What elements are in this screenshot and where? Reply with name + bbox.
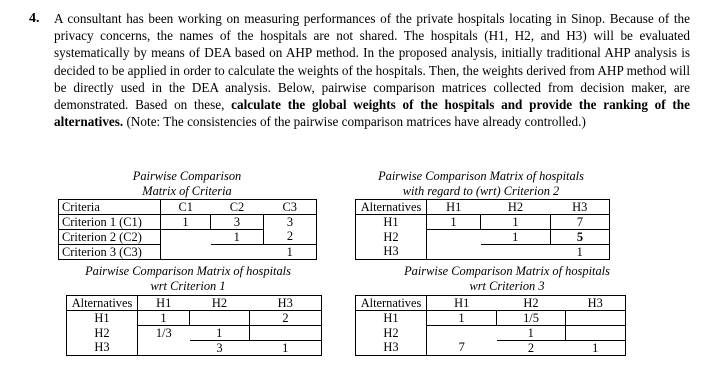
table-cell — [566, 326, 626, 341]
table-cell: 1 — [427, 215, 481, 230]
criterion2-matrix-table — [355, 199, 610, 260]
criterion3-matrix-table — [355, 295, 626, 356]
table-row — [67, 326, 322, 341]
criteria-matrix-table — [58, 199, 317, 260]
table-cell — [427, 245, 481, 260]
header-cell: Alternatives — [67, 296, 138, 311]
table-row — [59, 215, 317, 230]
row-label: H2 — [356, 230, 427, 245]
question-note: (Note: The consistencies of the pairwise comparison matrices have already controlled.) — [123, 114, 586, 130]
table-cell — [138, 341, 190, 356]
row-label: H3 — [67, 341, 138, 356]
table-cell: 3 — [211, 215, 264, 230]
header-cell: H1 — [138, 296, 190, 311]
table-cell: 2 — [250, 311, 322, 326]
table-header-row — [67, 296, 322, 311]
table-row — [356, 245, 610, 260]
table-cell: 7 — [551, 215, 610, 230]
table-cell: 1/3 — [155, 325, 172, 340]
table-cell: 1 — [592, 340, 599, 355]
row-label: Criterion 1 (C1) — [59, 215, 161, 230]
header-cell: C2 — [211, 200, 264, 215]
table-cell: 1 — [497, 326, 566, 341]
table-cell — [190, 311, 250, 326]
table-cell: 1 — [190, 326, 250, 341]
row-label: Criterion 3 (C3) — [59, 245, 161, 260]
table-cell: 1 — [481, 215, 551, 230]
header-cell: Alternatives — [356, 296, 427, 311]
table-cell: 1 — [481, 230, 551, 245]
table-row — [67, 341, 322, 356]
criterion1-matrix-caption — [62, 264, 314, 294]
header-cell: H1 — [427, 296, 497, 311]
table-cell: 3 — [216, 340, 223, 355]
table-cell: 1 — [576, 244, 583, 259]
table-header-row — [356, 296, 626, 311]
table-cell — [427, 326, 497, 341]
table-row — [356, 230, 610, 245]
table-header-row — [59, 200, 317, 215]
row-label: H3 — [356, 245, 427, 260]
header-cell: C3 — [264, 200, 317, 215]
header-cell: H3 — [566, 296, 626, 311]
criteria-caption-line1: Pairwise Comparison — [132, 169, 242, 183]
table-row — [59, 245, 317, 260]
table-row — [356, 215, 610, 230]
row-label: H3 — [356, 341, 427, 356]
header-cell: C1 — [161, 200, 211, 215]
table-row — [59, 230, 317, 245]
question-task: calculate the global weights of the hospitals and provide the ranking of the alternatives. — [54, 97, 690, 130]
criteria-matrix-caption — [60, 169, 314, 199]
question-text-intro: A consultant has been working on measuring performances of the private hospitals locating in Sinop. Because of the privacy concerns, the names of the hospitals are not shared. The hospitals (H1, H2, and H3) will be evaluated systematically by means of DEA based on AHP method. In the proposed analysis, initially traditional AHP analysis is decided to be applied in order to calculate the weights of the hospitals. Then, the weights derived from AHP method will be directly used in the DEA analysis. Below, pairwise comparison matrices collected from decision maker, are demonstrated. Based on these, — [54, 11, 690, 113]
header-cell: Criteria — [59, 200, 161, 215]
criterion2-caption-line1: Pairwise Comparison Matrix of hospitals — [378, 169, 584, 183]
table-cell: 2 — [527, 340, 535, 355]
row-label: H2 — [356, 326, 427, 341]
row-label: H1 — [356, 215, 427, 230]
row-label: Criterion 2 (C2) — [59, 230, 161, 245]
table-row — [356, 341, 626, 356]
table-cell: 2 — [264, 230, 317, 245]
table-cell: 3 — [286, 214, 294, 229]
table-cell: 1 — [282, 340, 289, 355]
header-cell: H2 — [481, 200, 551, 215]
table-row — [356, 326, 626, 341]
table-cell — [211, 245, 264, 260]
row-label: H1 — [356, 311, 427, 326]
table-cell: 1/5 — [497, 311, 566, 326]
table-cell — [161, 245, 211, 260]
criterion1-matrix-table — [66, 295, 322, 356]
table-cell: 1 — [138, 311, 190, 326]
table-cell: 1 — [211, 230, 264, 245]
criterion1-caption-line2: wrt Criterion 1 — [150, 279, 226, 293]
criterion2-caption-line2: with regard to (wrt) Criterion 2 — [402, 184, 560, 198]
row-label: H2 — [67, 326, 138, 341]
table-cell — [481, 245, 551, 260]
header-cell: H2 — [190, 296, 250, 311]
table-cell: 1 — [286, 244, 293, 259]
header-cell: H1 — [427, 200, 481, 215]
question-number: 4. — [29, 11, 40, 26]
question-text — [54, 10, 690, 130]
criterion3-caption-line1: Pairwise Comparison Matrix of hospitals — [404, 264, 610, 278]
table-row — [67, 311, 322, 326]
criteria-caption-line2: Matrix of Criteria — [142, 184, 232, 198]
criterion3-matrix-caption — [384, 264, 630, 294]
table-cell: 5 — [551, 230, 610, 245]
criterion3-caption-line2: wrt Criterion 3 — [469, 279, 545, 293]
table-cell — [427, 230, 481, 245]
table-cell — [250, 326, 322, 341]
table-cell — [566, 311, 626, 326]
criterion1-caption-line1: Pairwise Comparison Matrix of hospitals — [85, 264, 291, 278]
header-cell: H3 — [250, 296, 322, 311]
table-cell: 1 — [427, 311, 497, 326]
table-cell: 1 — [161, 215, 211, 230]
table-cell — [161, 230, 211, 245]
table-row — [356, 311, 626, 326]
header-cell: H3 — [551, 200, 610, 215]
row-label: H1 — [67, 311, 138, 326]
header-cell: Alternatives — [356, 200, 427, 215]
criterion2-matrix-caption — [356, 169, 606, 199]
table-header-row — [356, 200, 610, 215]
header-cell: H2 — [497, 296, 566, 311]
table-cell: 7 — [458, 340, 465, 355]
